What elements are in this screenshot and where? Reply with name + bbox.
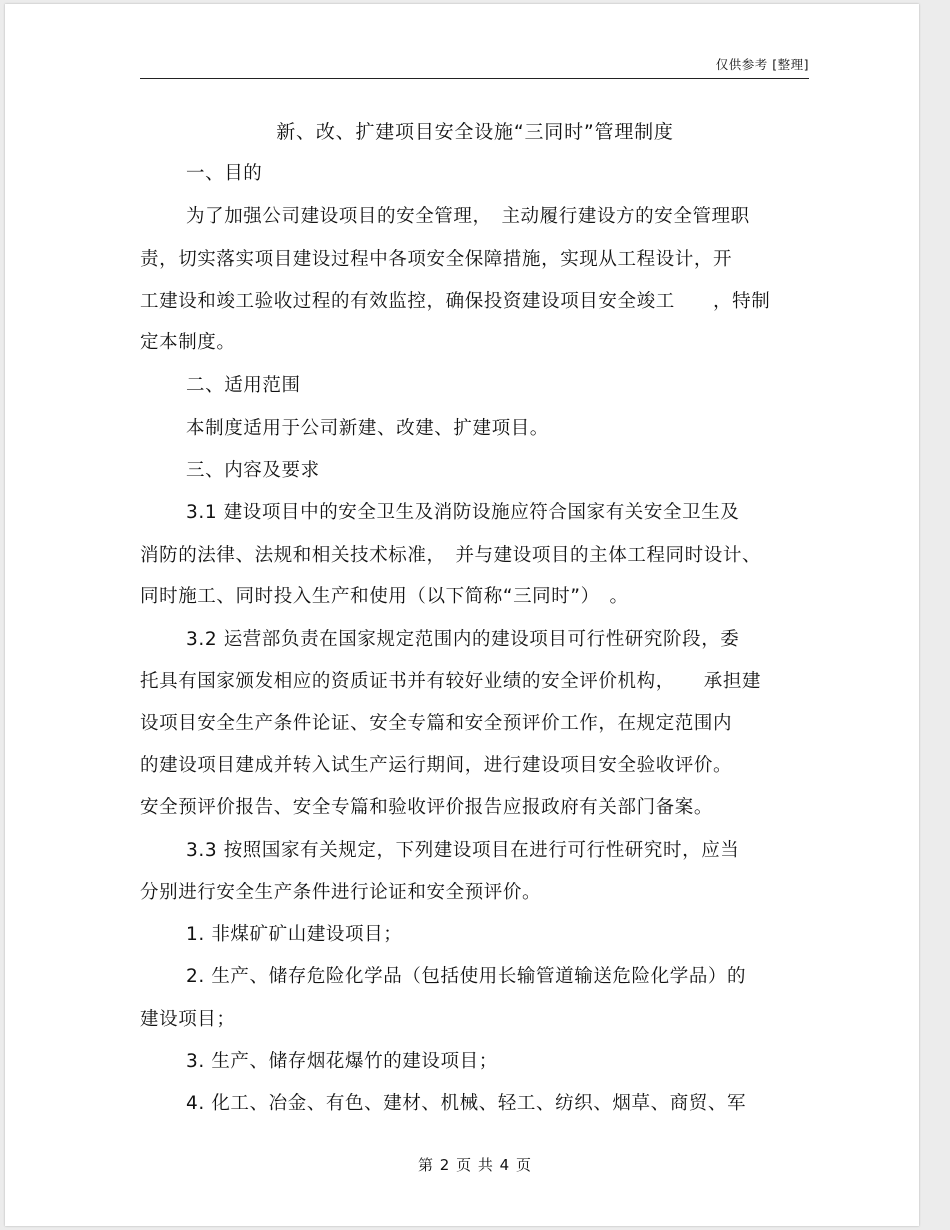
- header-note: 仅供参考 [整理]: [715, 57, 809, 72]
- page-header: [140, 50, 809, 79]
- paragraph-line: 责，切实落实项目建设过程中各项安全保障措施，实现从工程设计，开: [140, 249, 733, 270]
- paragraph-line: 3.3 按照国家有关规定，下列建设项目在进行可行性研究时，应当: [186, 840, 740, 861]
- paragraph-line: 为了加强公司建设项目的安全管理， 主动履行建设方的安全管理职: [186, 206, 750, 227]
- document-page: [5, 4, 919, 1226]
- list-item: 1. 非煤矿矿山建设项目；: [186, 924, 403, 945]
- page-footer: 第 2 页 共 4 页: [418, 1156, 532, 1174]
- paragraph-line: 3.2 运营部负责在国家规定范围内的建设项目可行性研究阶段，委: [186, 629, 740, 650]
- list-item: 3. 生产、储存烟花爆竹的建设项目；: [186, 1051, 498, 1072]
- section-heading: 三、内容及要求: [186, 460, 320, 481]
- section-heading: 一、目的: [186, 163, 263, 184]
- list-item: 2. 生产、储存危险化学品（包括使用长输管道输送危险化学品）的: [186, 966, 747, 987]
- paragraph-line: 分别进行安全生产条件进行论证和安全预评价。: [140, 882, 542, 903]
- paragraph-line: 设项目安全生产条件论证、安全专篇和安全预评价工作，在规定范围内: [140, 713, 733, 734]
- list-item-continuation: 建设项目；: [140, 1009, 236, 1030]
- list-item: 4. 化工、冶金、有色、建材、机械、轻工、纺织、烟草、商贸、军: [186, 1093, 747, 1114]
- paragraph-line: 工建设和竣工验收过程的有效监控，确保投资建设项目安全竣工 ，特制: [140, 291, 771, 312]
- document-title: 新、改、扩建项目安全设施“三同时”管理制度: [276, 121, 674, 143]
- paragraph-line: 的建设项目建成并转入试生产运行期间，进行建设项目安全验收评价。: [140, 755, 733, 776]
- paragraph-line: 3.1 建设项目中的安全卫生及消防设施应符合国家有关安全卫生及: [186, 502, 740, 523]
- paragraph-line: 本制度适用于公司新建、改建、扩建项目。: [186, 418, 549, 439]
- paragraph-line: 同时施工、同时投入生产和使用（以下简称“三同时”） 。: [140, 586, 629, 607]
- paragraph-line: 消防的法律、法规和相关技术标准， 并与建设项目的主体工程同时设计、: [140, 545, 762, 566]
- paragraph-line: 定本制度。: [140, 332, 236, 353]
- paragraph-line: 托具有国家颁发相应的资质证书并有较好业绩的安全评价机构， 承担建: [140, 671, 762, 692]
- paragraph-line: 安全预评价报告、安全专篇和验收评价报告应报政府有关部门备案。: [140, 797, 714, 818]
- section-heading: 二、适用范围: [186, 375, 301, 396]
